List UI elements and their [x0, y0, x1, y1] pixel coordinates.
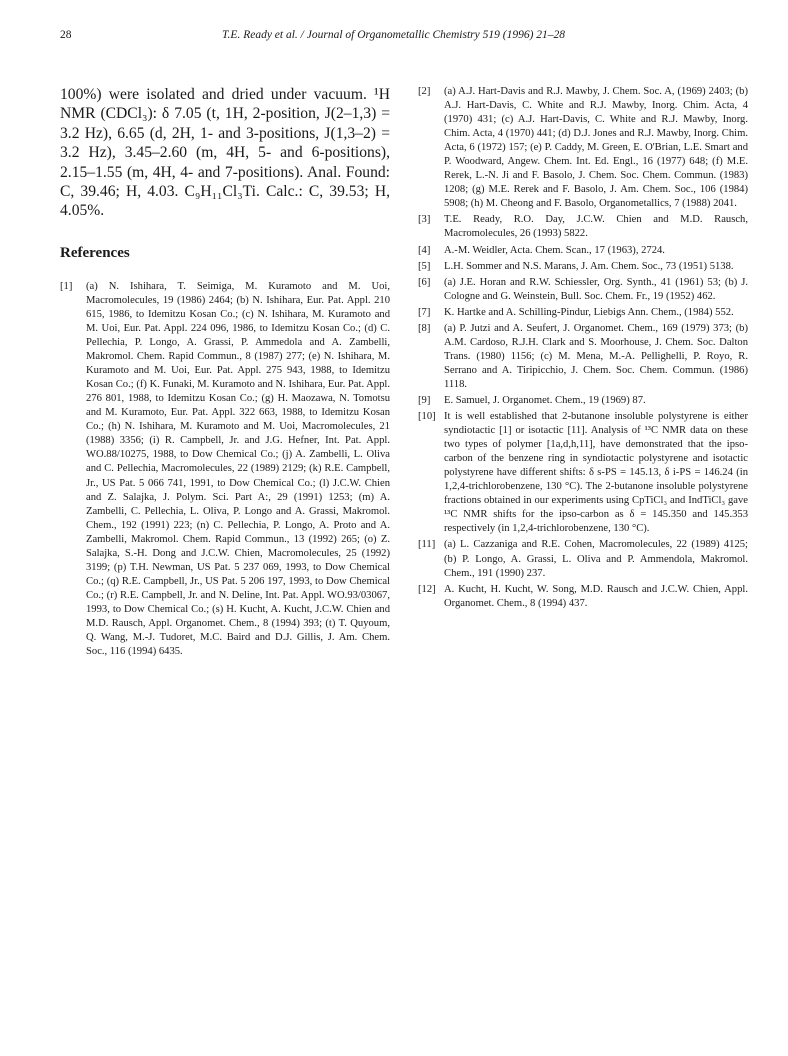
right-column	[418, 85, 748, 613]
reference-number: [7]	[418, 306, 431, 318]
reference-item	[418, 583, 748, 611]
reference-number: [2]	[418, 86, 431, 97]
reference-text: T.E. Ready, R.O. Day, J.C.W. Chien and M.D. Rausch, Macromolecules, 26 (1993) 5822.	[444, 214, 748, 240]
reference-number: [4]	[418, 244, 431, 256]
reference-text: (a) N. Ishihara, T. Seimiga, M. Kuramoto and M. Uoi, Macromolecules, 19 (1986) 2464; (b) N. Ishihara, Eur. Pat. Appl. 210 615, 1986, to Idemitzu Kosan Co.; (c) N. Ishihara, M. Kuramoto and M. Uoi, Eur. Pat. Appl. 224 096, 1986, to Idemitzu Kosan Co.; (d) C. Pellechia, P. Longo, A. Grassi, P. Ammedola and A. Zambelli, Makromol. Chem. Rapid Commun., 8 (1987) 277; (e) N. Ishihara, M. Kuramoto and M. Uoi, Eur. Pat. Appl. 275 943, 1988, to Idemitzu Kosan Co.; (f) K. Funaki, M. Kuramoto and N. Ishihara, Eur. Pat. Appl. 276 801, 1988, to Idemitzu Kosan Co.; (g) H. Maozawa, N. Tomotsu and M. Kuramoto, Eur. Pat. Appl. 322 663, 1988, to Idemitzu Kosan Co.; (h) N. Ishihara, M. Kuramoto and M. Uoi, Macromolecules, 21 (1988) 3356; (i) R. Campbell, Jr. and J.G. Hefner, Int. Pat. Appl. WO.88/10275, 1988, to Dow Chemical Co.; (j) A. Zambelli, L. Oliva and C. Pellechia, Macromolecules, 22 (1989) 2129; (k) R.E. Campbell, Jr., US Pat. 5 066 741, 1991, to Dow Chemical Co.; (l) J.C.W. Chien and Z. Salajka, J. Polym. Sci. Part A:, 29 (1991) 1253; (m) A. Zambelli, C. Pellechia, L. Oliva, P. Longo and A. Grassi, Makromol. Chem., 192 (1991) 223; (n) C. Pellechia, P. Longo, A. Proto and A. Zambelli, Makromol. Chem. Rapid Commun., 13 (1992) 265; (o) Z. Salajka, S.-H. Dong and J.C.W. Chien, Macromolecules, 25 (1992) 3199; (p) T.H. Newman, US Pat. 5 237 069, 1993, to Dow Chemical Co.; (q) R.E. Campbell, Jr., US Pat. 5 206 197, 1993, to Dow Chemical Co.; (r) R.E. Campbell, Jr. and N. Deline, Int. Pat. Appl. WO.93/03067, 1993, to Dow Chemical Co.; (s) H. Kucht, A. Kucht, J.C.W. Chien and M.D. Rausch, Appl. Organomet. Chem., 8 (1994) 393; (t) T. Quyoum, Q. Wang, M.-J. Tudoret, M.C. Baird and D.J. Gillis, J. Am. Chem. Soc., 116 (1994) 6435.	[86, 280, 390, 658]
reference-item	[418, 394, 748, 408]
reference-item	[418, 538, 748, 580]
experimental-text: 100%) were isolated and dried under vacuum. ¹H NMR (CDCl₃): δ 7.05 (t, 1H, 2-position, J(2–1,3) = 3.2 Hz), 6.65 (d, 2H, 1- and 3-positions, J(1,3–2) = 3.2 Hz), 3.45–2.60 (m, 4H, 5- and 6-positions), 2.15–1.55 (m, 4H, 4- and 7-positions). Anal. Found: C, 39.46; H, 4.03. C₉H₁₁Cl₃Ti. Calc.: C, 39.53; H, 4.05%.	[60, 86, 390, 220]
reference-text: (a) P. Jutzi and A. Seufert, J. Organomet. Chem., 169 (1979) 373; (b) A.M. Cardoso, R.J.H. Clark and S. Moorhouse, J. Chem. Soc. Dalton Trans. (1980) 1156; (c) M. Mena, M.-A. Pellighelli, P. Royo, R. Serrano and A. Tiripicchio, J. Chem. Soc. Chem. Commun. (1986) 1118.	[444, 322, 748, 390]
reference-item	[418, 322, 748, 392]
reference-number: [9]	[418, 394, 431, 406]
left-column	[60, 85, 390, 661]
reference-item	[418, 213, 748, 241]
running-title: T.E. Ready et al. / Journal of Organometallic Chemistry 519 (1996) 21–28	[222, 29, 566, 41]
reference-text: K. Hartke and A. Schilling-Pindur, Liebigs Ann. Chem., (1984) 552.	[444, 306, 734, 318]
reference-number: [3]	[418, 214, 431, 226]
reference-item	[418, 85, 748, 211]
reference-number: [10]	[418, 411, 436, 423]
reference-number: [11]	[418, 539, 436, 551]
reference-number: [8]	[418, 322, 431, 334]
reference-text: A. Kucht, H. Kucht, W. Song, M.D. Rausch and J.C.W. Chien, Appl. Organomet. Chem., 8 (1994) 437.	[444, 583, 748, 609]
reference-text: (a) L. Cazzaniga and R.E. Cohen, Macromolecules, 22 (1989) 4125; (b) P. Longo, A. Grassi, L. Oliva and P. Ammendola, Makromol. Chem., 191 (1990) 237.	[444, 539, 748, 579]
reference-text: L.H. Sommer and N.S. Marans, J. Am. Chem. Soc., 73 (1951) 5138.	[444, 260, 734, 272]
reference-item	[418, 260, 748, 274]
page-number: 28	[60, 29, 72, 41]
reference-item	[60, 280, 390, 659]
reference-number: [5]	[418, 260, 431, 272]
reference-text: (a) A.J. Hart-Davis and R.J. Mawby, J. Chem. Soc. A, (1969) 2403; (b) A.J. Hart-Davis, C. White and R.J. Mawby, Inorg. Chim. Acta, 4 (1970) 431; (c) A.J. Hart-Davis, C. White and R.J. Mawby, Inorg. Chim. Acta, 4 (1970) 441; (d) D.J. Jones and R.J. Mawby, Inorg. Chim. Acta, 6 (1972) 157; (e) P. Caddy, M. Green, E. O'Brian, L.E. Smart and P. Woodward, Angew. Chem. Int. Ed. Engl., 16 (1977) 648; (f) M.E. Rerek, L.-N. Ji and F. Basolo, J. Chem. Soc. Chem. Commun. (1983) 1208; (g) M.E. Rerek and F. Basolo, J. Am. Chem. Soc., 106 (1984) 5908; (h) M. Cheong and F. Basolo, Organometallics, 7 (1988) 2041.	[444, 86, 748, 210]
reference-text: It is well established that 2-butanone insoluble polystyrene is either syndiotactic [1] or isotactic [11]. Analysis of ¹³C NMR data on these two types of polymer [1a,d,h,11], have demonstrated that the ipso-carbon of the benzene ring in syndiotactic polystyrene and isotactic polystyrene have different shifts: δ s-PS = 145.13, δ i-PS = 146.24 (in 1,2,4-trichlorobenzene, 130 °C). The 2-butanone insoluble polystyrene fractions obtained in our experiments using CpTiCl₃ and IndTiCl₃ gave ¹³C NMR shifts for the ipso-carbon as δ = 145.350 and 145.353 respectively (in 1,2,4-trichlorobenzene, 130 °C).	[444, 411, 748, 535]
reference-item	[418, 306, 748, 320]
references-heading: References	[60, 244, 130, 261]
reference-number: [1]	[60, 280, 73, 292]
reference-text: E. Samuel, J. Organomet. Chem., 19 (1969) 87.	[444, 394, 646, 406]
reference-number: [6]	[418, 276, 431, 288]
reference-number: [12]	[418, 583, 436, 595]
reference-text: A.-M. Weidler, Acta. Chem. Scan., 17 (1963), 2724.	[444, 244, 665, 256]
reference-text: (a) J.E. Horan and R.W. Schiessler, Org. Synth., 41 (1961) 53; (b) J. Cologne and G. Weinstein, Bull. Soc. Chem. Fr., 19 (1952) 462.	[444, 276, 748, 302]
reference-item	[418, 244, 748, 258]
reference-item	[418, 276, 748, 304]
reference-item	[418, 410, 748, 536]
